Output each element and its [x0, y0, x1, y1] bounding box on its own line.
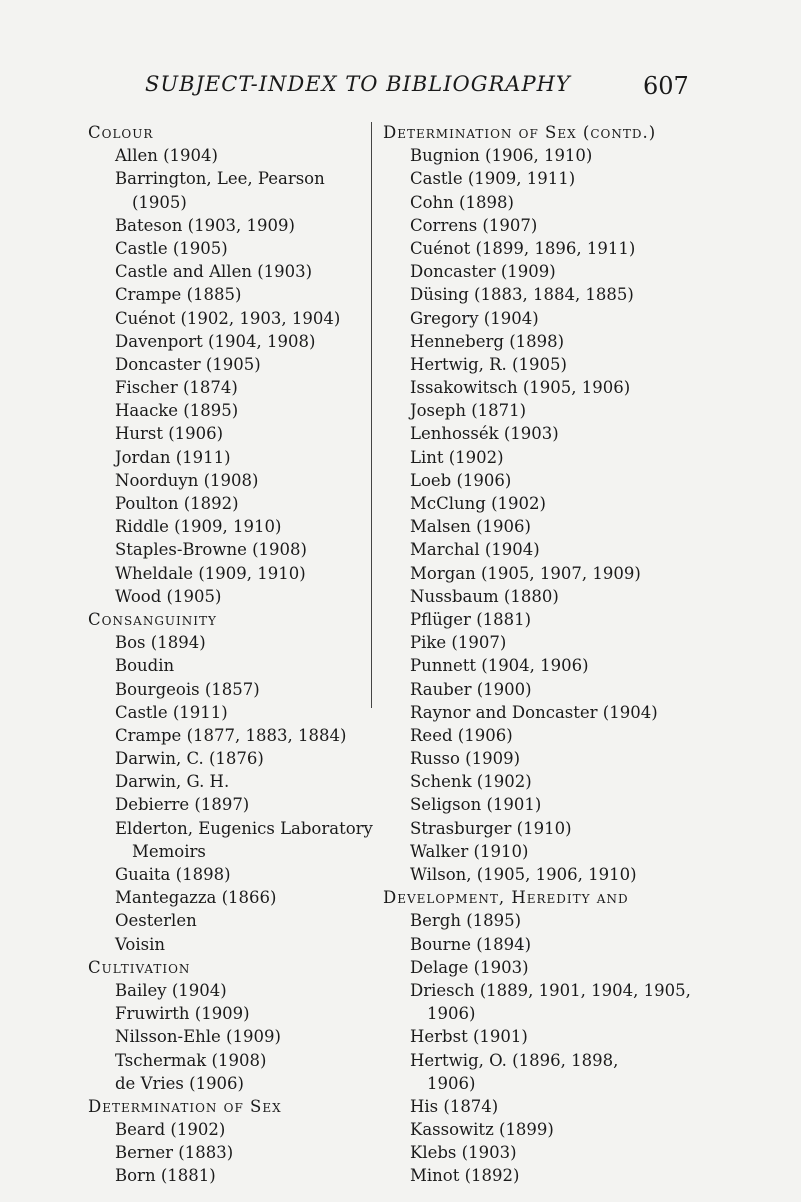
index-entry: Düsing (1883, 1884, 1885) [410, 285, 634, 305]
index-entry: Reed (1906) [410, 725, 513, 745]
index-entry: Cohn (1898) [410, 192, 514, 212]
index-entry: Bos (1894) [115, 633, 206, 653]
index-entry: 1906) [427, 1073, 476, 1093]
index-heading: Colour [88, 123, 154, 142]
index-entry: Boudin [115, 656, 175, 676]
index-entry: Russo (1909) [410, 749, 521, 769]
index-entry: Schenk (1902) [410, 772, 532, 792]
index-entry: Bugnion (1906, 1910) [410, 146, 593, 166]
index-entry: Lint (1902) [410, 447, 504, 467]
index-entry: Darwin, G. H. [115, 772, 230, 792]
index-entry: Barrington, Lee, Pearson [115, 169, 325, 189]
index-entry: Herbst (1901) [410, 1027, 528, 1047]
index-entry: His (1874) [410, 1096, 499, 1116]
index-entry: Jordan (1911) [115, 447, 231, 467]
index-entry: de Vries (1906) [115, 1073, 244, 1093]
index-entry: Gregory (1904) [410, 308, 539, 328]
index-entry: Pflüger (1881) [410, 609, 532, 629]
index-entry: Memoirs [132, 841, 206, 861]
index-entry: Hertwig, O. (1896, 1898, [410, 1050, 619, 1070]
page-header [0, 72, 801, 112]
index-entry: Walker (1910) [410, 841, 529, 861]
index-entry: Marchal (1904) [410, 540, 540, 560]
index-entry: Castle (1909, 1911) [410, 169, 576, 189]
page-number: 607 [643, 72, 689, 100]
index-heading: Development, Heredity and [383, 888, 629, 908]
index-heading: Cultivation [88, 957, 191, 977]
index-entry: Bourne (1894) [410, 934, 532, 954]
index-entry: Guaita (1898) [115, 865, 231, 884]
index-entry: Darwin, C. (1876) [115, 749, 264, 769]
index-entry: Debierre (1897) [115, 795, 250, 815]
index-column-right [383, 121, 713, 1188]
index-entry: Cuénot (1902, 1903, 1904) [115, 308, 341, 328]
index-entry: Driesch (1889, 1901, 1904, 1905, [410, 980, 691, 1000]
index-entry: Allen (1904) [115, 146, 218, 166]
index-entry: Doncaster (1905) [115, 354, 261, 374]
index-entry: Punnett (1904, 1906) [410, 656, 589, 676]
index-entry: Nilsson-Ehle (1909) [115, 1027, 281, 1047]
index-entry: Riddle (1909, 1910) [115, 517, 282, 537]
index-entry: Tschermak (1908) [115, 1050, 267, 1070]
index-entry: Fruwirth (1909) [115, 1004, 250, 1024]
index-entry: Raynor and Doncaster (1904) [410, 702, 658, 722]
index-entry: Hertwig, R. (1905) [410, 354, 567, 374]
column-divider [371, 122, 372, 708]
index-column-left [88, 121, 373, 1188]
index-entry: Elderton, Eugenics Laboratory [115, 818, 373, 838]
index-entry: Wilson, (1905, 1906, 1910) [410, 865, 637, 884]
index-entry: Cuénot (1899, 1896, 1911) [410, 238, 636, 258]
index-entry: Crampe (1877, 1883, 1884) [115, 725, 347, 745]
index-entry: Haacke (1895) [115, 401, 239, 421]
index-entry: Kassowitz (1899) [410, 1120, 554, 1140]
running-title: SUBJECT-INDEX TO BIBLIOGRAPHY [145, 72, 571, 96]
index-entry: Beard (1902) [115, 1120, 226, 1140]
index-heading: Consanguinity [88, 609, 217, 629]
index-entry: Minot (1892) [410, 1166, 520, 1186]
index-entry: Castle (1911) [115, 702, 228, 722]
index-heading: Determination of Sex (contd.) [383, 123, 657, 142]
index-entry: Bateson (1903, 1909) [115, 215, 295, 235]
index-entry: Poulton (1892) [115, 494, 239, 513]
index-entry: Rauber (1900) [410, 679, 532, 699]
index-entry: (1905) [132, 192, 187, 212]
index-entry: Correns (1907) [410, 215, 538, 235]
index-entry: Noorduyn (1908) [115, 470, 259, 490]
index-entry: Hurst (1906) [115, 424, 224, 444]
index-entry: Berner (1883) [115, 1143, 234, 1163]
index-entry: Bailey (1904) [115, 980, 227, 1000]
index-entry: Fischer (1874) [115, 378, 238, 398]
index-entry: Malsen (1906) [410, 517, 531, 537]
index-entry: Klebs (1903) [410, 1143, 517, 1163]
index-entry: Henneberg (1898) [410, 331, 565, 351]
index-entry: McClung (1902) [410, 494, 546, 513]
index-entry: Seligson (1901) [410, 795, 542, 815]
index-entry: Crampe (1885) [115, 285, 242, 305]
index-entry: Mantegazza (1866) [115, 888, 277, 908]
index-heading: Determination of Sex [88, 1096, 282, 1116]
index-entry: Bergh (1895) [410, 911, 522, 931]
index-entry: Wood (1905) [115, 586, 222, 606]
index-entry: Oesterlen [115, 911, 197, 931]
index-entry: Issakowitsch (1905, 1906) [410, 378, 631, 398]
index-entry: Pike (1907) [410, 633, 507, 653]
index-entry: Loeb (1906) [410, 470, 512, 490]
index-entry: Castle (1905) [115, 238, 228, 258]
index-entry: Castle and Allen (1903) [115, 262, 313, 282]
index-entry: Nussbaum (1880) [410, 586, 559, 606]
index-entry: Delage (1903) [410, 957, 529, 977]
index-entry: Davenport (1904, 1908) [115, 331, 316, 351]
index-entry: 1906) [427, 1004, 476, 1024]
index-entry: Born (1881) [115, 1166, 216, 1186]
index-entry: Staples-Browne (1908) [115, 540, 307, 560]
index-entry: Bourgeois (1857) [115, 679, 260, 699]
index-entry: Joseph (1871) [410, 401, 527, 421]
index-entry: Lenhossék (1903) [410, 424, 559, 444]
index-entry: Strasburger (1910) [410, 818, 572, 838]
index-entry: Doncaster (1909) [410, 262, 556, 282]
index-entry: Voisin [115, 934, 165, 954]
index-entry: Morgan (1905, 1907, 1909) [410, 563, 641, 583]
index-entry: Wheldale (1909, 1910) [115, 563, 306, 583]
